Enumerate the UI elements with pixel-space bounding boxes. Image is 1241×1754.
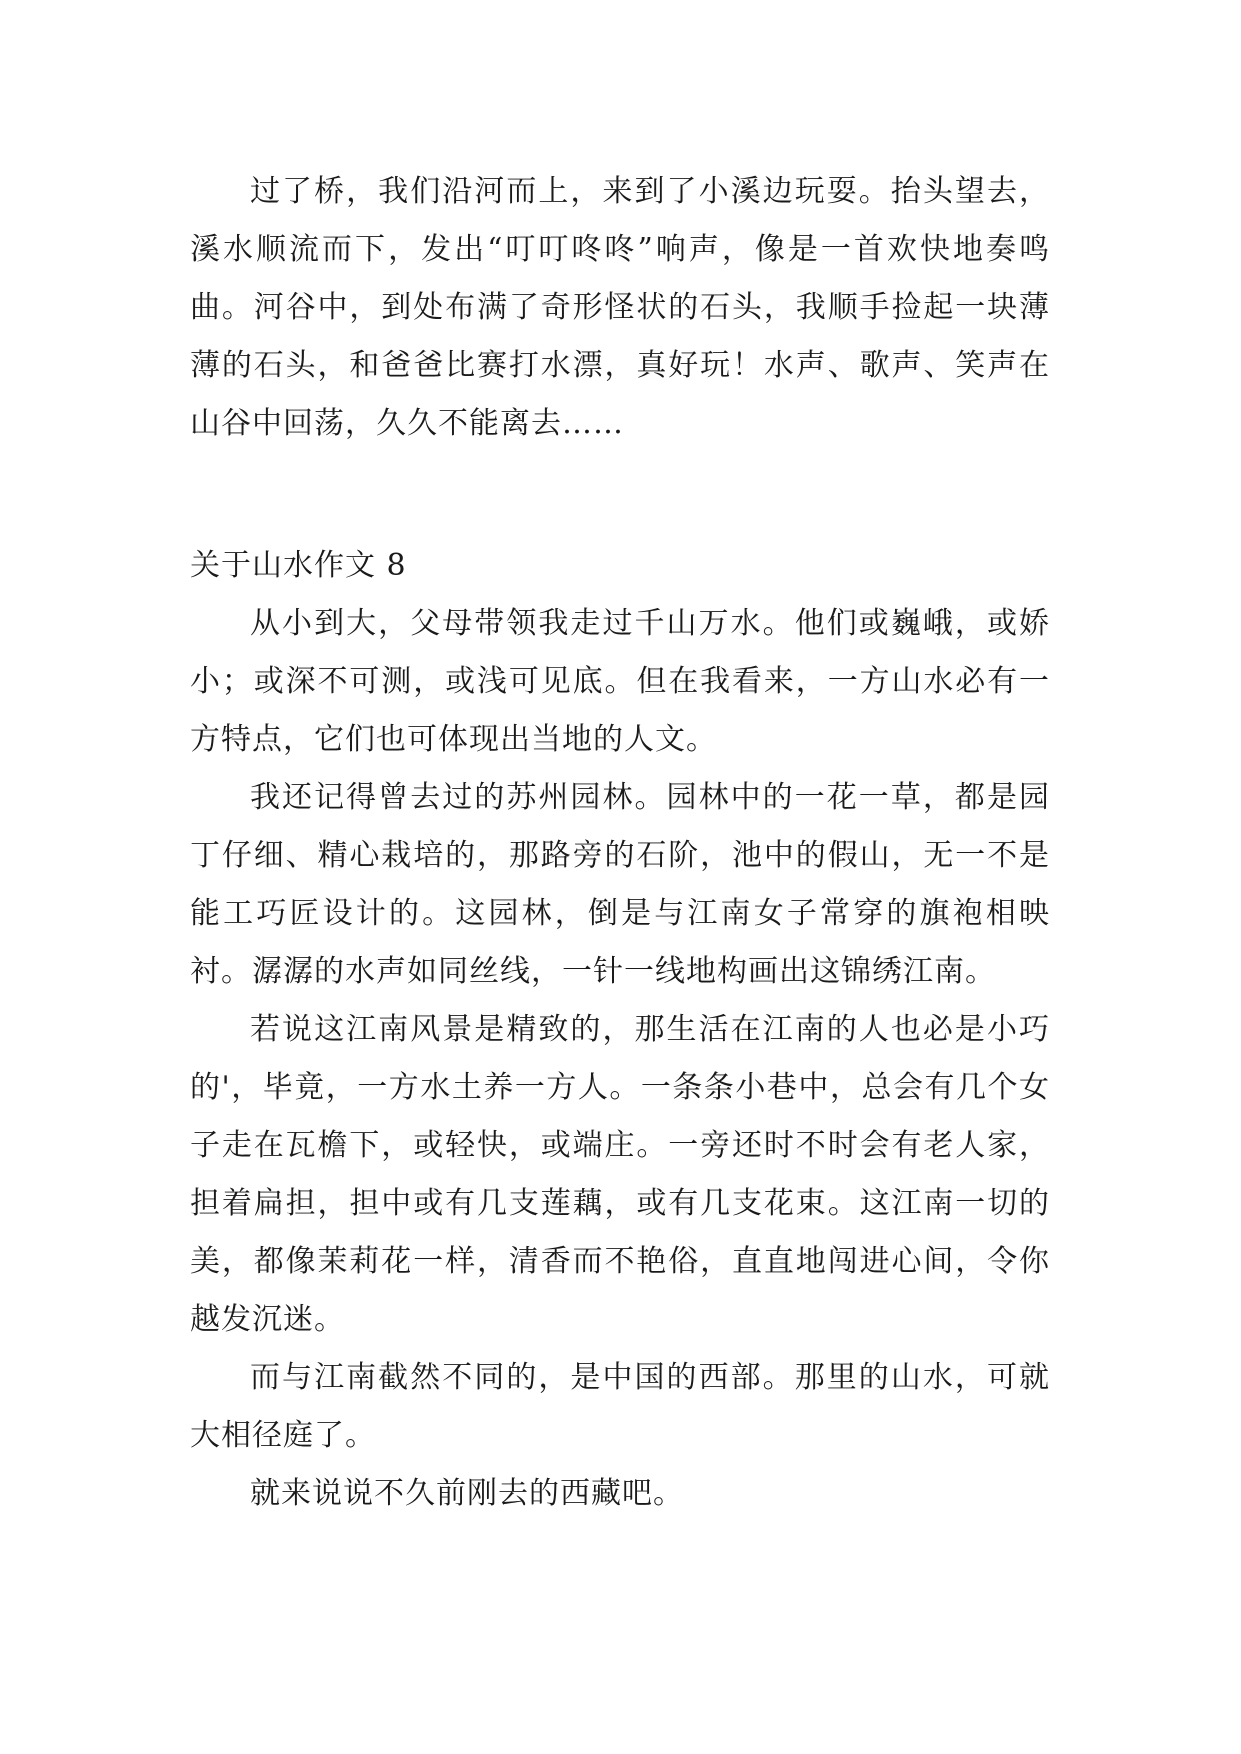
paragraph-jiangnan-people: 若说这江南风景是精致的，那生活在江南的人也必是小巧的'，毕竟，一方水土养一方人。一条条小巷中，总会有几个女子走在瓦檐下，或轻快，或端庄。一旁还时不时会有老人家，担着扁担，担中或有几支莲藕，或有几支花束。这江南一切的美，都像茉莉花一样，清香而不艳俗，直直地闯进心间，令你越发沉迷。 <box>190 1012 1050 1337</box>
paragraph-tibet: 就来说说不久前刚去的西藏吧。 <box>250 1476 684 1511</box>
document-body <box>190 163 1050 1523</box>
paragraph-western-china: 而与江南截然不同的，是中国的西部。那里的山水，可就大相径庭了。 <box>190 1360 1050 1453</box>
section-title: 关于山水作文 8 <box>190 548 407 583</box>
paragraph-intro: 从小到大，父母带领我走过千山万水。他们或巍峨，或娇小；或深不可测，或浅可见底。但在我看来，一方山水必有一方特点，它们也可体现出当地的人文。 <box>190 606 1050 757</box>
paragraph-crossing-bridge: 过了桥，我们沿河而上，来到了小溪边玩耍。抬头望去，溪水顺流而下，发出“叮叮咚咚”响声，像是一首欢快地奏鸣曲。河谷中，到处布满了奇形怪状的石头，我顺手捡起一块薄薄的石头，和爸爸比赛打水漂，真好玩！水声、歌声、笑声在山谷中回荡，久久不能离去…… <box>190 174 1050 441</box>
paragraph-suzhou-garden: 我还记得曾去过的苏州园林。园林中的一花一草，都是园丁仔细、精心栽培的，那路旁的石阶，池中的假山，无一不是能工巧匠设计的。这园林，倒是与江南女子常穿的旗袍相映衬。潺潺的水声如同丝线，一针一线地构画出这锦绣江南。 <box>190 780 1050 989</box>
